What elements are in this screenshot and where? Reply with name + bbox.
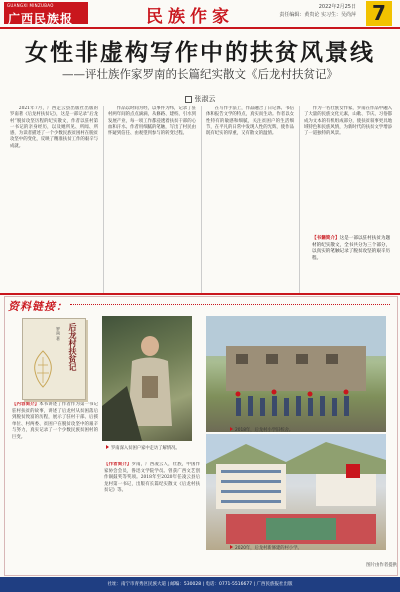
bio-text: 罗南，广西凌云人，壮族，中国作家协会会员，鲁迅文学院学员。曾获广西文艺创作铜鼓奖等奖项。2018年至2020年任凌云县后龙村第一书记，出版有长篇纪实散文《后龙村扶贫记》等。: [104, 462, 200, 494]
issue-date: 2022年2月25日: [318, 4, 356, 10]
photo-old-school: [206, 316, 386, 432]
article-headline: 女性非虚构写作中的扶贫风景线: [25, 40, 375, 66]
section-title: 民族作家: [146, 7, 234, 27]
page-number: 7: [366, 1, 392, 26]
author-name: 张淑云: [194, 95, 216, 103]
photo-caption: [230, 427, 390, 434]
side-text: 这是一部以驻村扶贫为题材的纪实散文，全书共分为三个部分，以真实的笔触记录了脱贫攻坚的艰辛历程。: [312, 236, 391, 261]
logo-pinyin: GUANGXI MINZUBAO: [7, 3, 54, 8]
byline-box-icon: [185, 96, 192, 103]
paragraph: 作为一名壮族女作家，罗南在作品中融入了大量的民族文化元素，山歌、节庆、习俗都成为文本的有机组成部分，使扶贫叙事更具地域特色和民族风情，为新时代的扶贫文学增添了一道独特的风景。: [304, 106, 392, 137]
book-title: 后龙村扶贫记: [68, 323, 78, 371]
masthead: [0, 0, 400, 28]
proof-credit: 实习生：吴尚萍: [320, 12, 356, 18]
photo-new-school: [206, 434, 386, 550]
photo-caption: [230, 545, 390, 552]
logo-name: 广西民族报: [8, 12, 74, 26]
article-body: [10, 106, 392, 294]
book-cover: [22, 318, 86, 400]
caption-triangle-icon: [230, 427, 233, 431]
dotted-rule: [70, 304, 390, 305]
summary-label: 【内容简介】: [12, 402, 40, 407]
paragraph: 作品以时间为经，以事件为纬，记录了驻村两年间的点点滴滴，从修路、建校、引水到发展产业，每一项工作都浸透着扶贫干部的心血和汗水。作者用细腻的笔触，写出了村民由怀疑到信任、由观望到参与的转变过程。: [108, 106, 196, 137]
masthead-rule: [0, 27, 400, 29]
image-source: 图片由作者提供: [366, 563, 397, 568]
caption-triangle-icon: [106, 445, 109, 449]
issue-meta: [238, 3, 356, 19]
caption-triangle-icon: [230, 545, 233, 549]
photo-caption: [106, 445, 194, 452]
summary-text: 本书讲述了作者作为第一书记驻村扶贫的故事，讲述了后龙村从贫困落后到脱贫致富的历程，展示了驻村干部、后援单位、村两委、贫困户在脱贫攻坚中的艰辛与努力，真实记录了一个少数民族贫困村的巨变。: [12, 402, 98, 440]
side-label: 【书籍简介】: [312, 236, 340, 241]
editor-credit: 责任编辑：黄贵论: [279, 12, 320, 18]
caption-text: 2018年，后龙村小学旧校舍。: [235, 428, 294, 433]
author-bio: [104, 462, 200, 562]
caption-text: 罗南深入贫困户家中走访了解情况。: [111, 446, 180, 451]
side-note: [312, 236, 392, 262]
newspaper-logo: [4, 2, 88, 24]
page-footer: 社址：南宁市青秀区民族大道 | 邮编：530028 | 电话：0771-5516677 | 广西民族报社出版: [0, 577, 400, 592]
bio-label: 【作者简介】: [104, 462, 132, 467]
paragraph: 在写作手法上，作品融合了日记体、书信体和报告文学的特点，真实而生动。作者以女性特有的敏感和细腻，关注贫困户的生活细节，在平凡的日常中发现人性的光辉，使作品既有纪实的厚重，又有散文的温情。: [206, 106, 294, 137]
section-divider: [0, 293, 400, 295]
book-cover-art: [29, 349, 57, 389]
caption-text: 2020年，后龙村新修建的村小学。: [235, 546, 302, 551]
links-title: 资料链接：: [8, 300, 68, 313]
book-summary: [12, 402, 98, 562]
article-subtitle: ——评壮族作家罗南的长篇纪实散文《后龙村扶贫记》: [62, 67, 338, 81]
photo-author-visit: [102, 316, 192, 441]
book-author: 罗南 著: [56, 327, 61, 341]
paragraph: 2021年7月，广西走云县出版社出版的罗南著《后龙村扶贫记》，这是一部记录“后龙村”脱贫攻坚历程的纪实散文，作者以驻村第一书记的亲身经历，以及她所见、所闻、所感，为读者描述了一个少数民族贫困村在脱贫攻坚中的变化，反映了精准扶贫工作的艰辛与成就。: [10, 106, 98, 149]
article-byline: [0, 94, 400, 104]
